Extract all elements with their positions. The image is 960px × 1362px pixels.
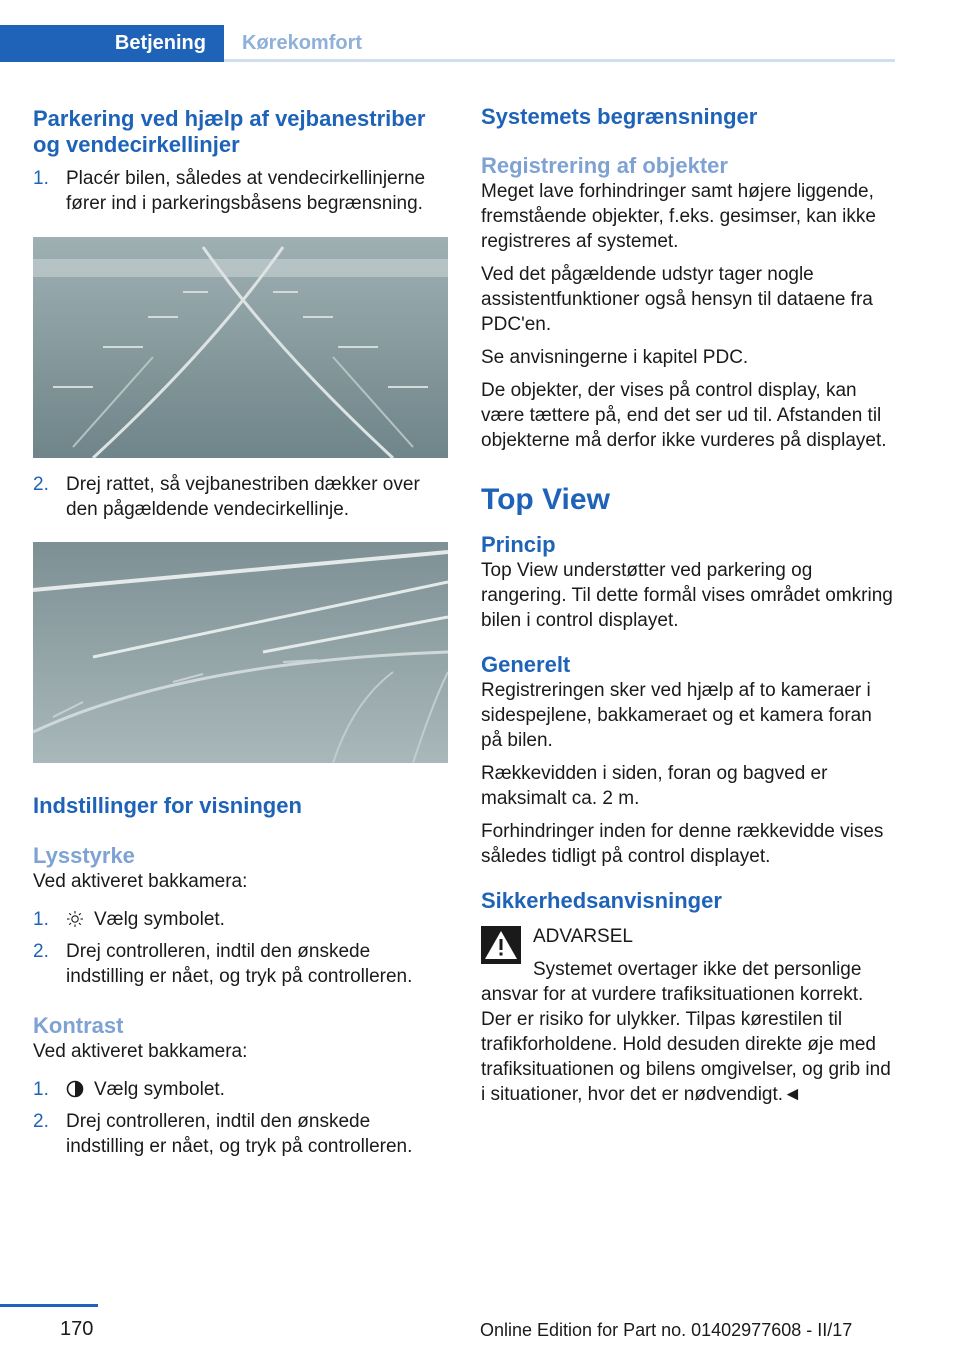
step-text: Placér bilen, således at vendecirkellinjerne fører ind i parkeringsbåsens begrænsning. [66,168,426,214]
right-column [481,100,896,1107]
section-title-display-settings: Indstillinger for visningen [33,793,302,818]
footer-rule [0,1304,98,1307]
warning-label: ADVARSEL [533,926,633,947]
tab-korekomfort [224,25,895,62]
paragraph: De objekter, der vises på control display, kan være tættere på, end det ser ud til. Afstanden til objekterne må derfor ikke vurderes på displayet. [481,380,887,451]
warning-text-line: Systemet overtager ikke det personlige [533,959,862,980]
tab-korekomfort-label: Kørekomfort [242,32,363,54]
list-item [33,907,448,932]
figure-lane-overlap [33,542,448,763]
list-item [33,939,448,989]
figure-turning-lines [33,237,448,458]
list-item [33,166,448,216]
paragraph: Ved det pågældende udstyr tager nogle assistentfunktioner også hensyn til dataene fra PDC'en. [481,264,873,335]
step-number: 2. [33,1111,49,1132]
subsection-title-detection: Registrering af objekter [481,153,728,178]
edition-note: Online Edition for Part no. 01402977608 - II/17 [480,1320,853,1340]
brightness-icon [66,910,84,928]
warning-block [481,924,896,982]
subsection-title-general: Generelt [481,652,571,677]
section-title-top-view: Top View [481,483,610,516]
paragraph: Top View understøtter ved parkering og rangering. Til dette formål vises området omkring bilen i control displayet. [481,560,893,631]
list-item [33,472,448,522]
subsection-title-safety: Sikkerhedsanvisninger [481,888,722,913]
section-title-parking: Parkering ved hjælp af vejbanestriber og vendecirkellinjer [33,106,426,157]
paragraph: Forhindringer inden for denne rækkevidde vises således tidligt på control displayet. [481,821,884,867]
subsection-title-brightness: Lysstyrke [33,843,135,868]
step-number: 2. [33,474,49,495]
paragraph: Se anvisningerne i kapitel PDC. [481,347,749,368]
step-text: Drej controlleren, indtil den ønskede indstilling er nået, og tryk på controlleren. [66,941,413,987]
step-number: 1. [33,168,49,189]
header-underline [224,59,895,62]
step-number: 1. [33,909,49,930]
tab-betjening-label: Betjening [114,32,206,54]
tab-betjening [0,25,224,62]
page-number: 170 [60,1318,94,1340]
step-number: 1. [33,1079,49,1100]
paragraph: Registreringen sker ved hjælp af to kameraer i sidespejlene, bakkameraet og et kamera foran på bilen. [481,680,872,751]
section-title-limits: Systemets begrænsninger [481,104,758,129]
paragraph: Rækkevidden i siden, foran og bagved er maksimalt ca. 2 m. [481,763,828,809]
subsection-title-principle: Princip [481,532,556,557]
warning-icon [481,926,521,964]
left-column [33,100,448,1159]
subsection-title-contrast: Kontrast [33,1013,124,1038]
step-text: Drej rattet, så vejbanestriben dækker over den pågældende vendecirkellinje. [66,474,420,520]
list-item [33,1077,448,1102]
step-text: Vælg symbolet. [94,909,225,930]
warning-text: ansvar for at vurdere trafiksituationen korrekt. Der er risiko for ulykker. Tilpas kørestilen til trafikforholdene. Hold desuden direkte øje med trafiksituationen og bilens omgivelser, og grib ind i situationer, hvor det er nødvendigt.◄ [481,984,891,1105]
step-text: Drej controlleren, indtil den ønskede indstilling er nået, og tryk på controlleren. [66,1111,413,1157]
contrast-intro: Ved aktiveret bakkamera: [33,1041,248,1062]
contrast-icon [66,1080,84,1098]
paragraph: Meget lave forhindringer samt højere liggende, fremstående objekter, f.eks. gesimser, kan ikke registreres af systemet. [481,181,876,252]
brightness-intro: Ved aktiveret bakkamera: [33,871,248,892]
step-number: 2. [33,941,49,962]
list-item [33,1109,448,1159]
page-header [0,25,895,62]
step-text: Vælg symbolet. [94,1079,225,1100]
